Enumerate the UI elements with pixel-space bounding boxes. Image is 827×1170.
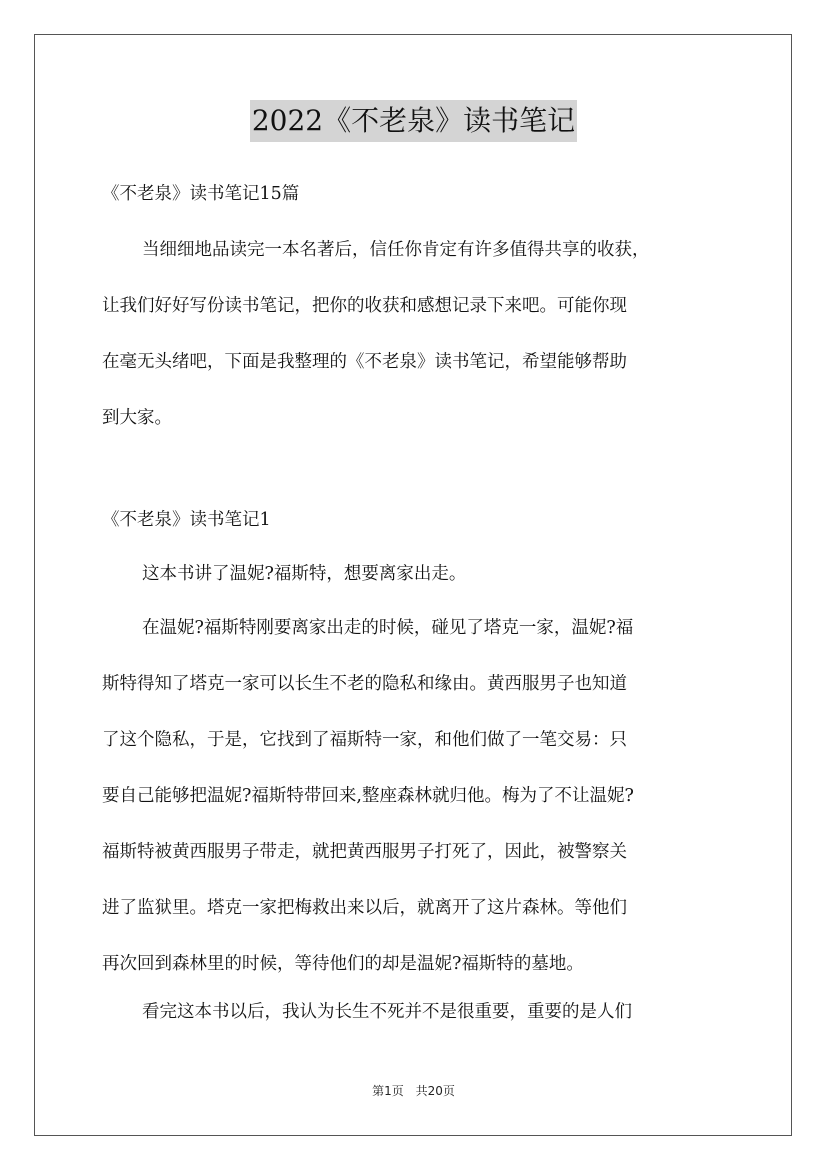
paragraph-line: 福斯特被黄西服男子带走，就把黄西服男子打死了，因此，被警察关 — [102, 842, 627, 862]
document-subtitle: 《不老泉》读书笔记15篇 — [102, 184, 300, 204]
paragraph-line: 要自己能够把温妮?福斯特带回来,整座森林就归他。梅为了不让温妮? — [102, 786, 634, 806]
intro-paragraph — [102, 222, 742, 446]
section-paragraph-1: 这本书讲了温妮?福斯特，想要离家出走。 — [142, 564, 467, 584]
document-title: 2022《不老泉》读书笔记 — [250, 100, 577, 142]
paragraph-line: 进了监狱里。塔克一家把梅救出来以后，就离开了这片森林。等他们 — [102, 898, 627, 918]
intro-line: 当细细地品读完一本名著后，信任你肯定有许多值得共享的收获， — [142, 240, 650, 260]
page-number-total: 共20页 — [415, 1084, 455, 1098]
intro-line: 在毫无头绪吧，下面是我整理的《不老泉》读书笔记，希望能够帮助 — [102, 352, 627, 372]
paragraph-line: 了这个隐私，于是，它找到了福斯特一家，和他们做了一笔交易：只 — [102, 730, 627, 750]
section-heading: 《不老泉》读书笔记1 — [102, 510, 271, 530]
page-number-current: 第1页 — [372, 1084, 404, 1098]
paragraph-line: 再次回到森林里的时候，等待他们的却是温妮?福斯特的墓地。 — [102, 954, 584, 974]
page-footer — [0, 1082, 827, 1099]
intro-line: 到大家。 — [102, 408, 172, 428]
intro-line: 让我们好好写份读书笔记，把你的收获和感想记录下来吧。可能你现 — [102, 296, 627, 316]
section-paragraph-2 — [102, 600, 742, 992]
title-container — [0, 100, 827, 142]
paragraph-line: 斯特得知了塔克一家可以长生不老的隐私和缘由。黄西服男子也知道 — [102, 674, 627, 694]
section-paragraph-3: 看完这本书以后，我认为长生不死并不是很重要，重要的是人们 — [142, 1002, 632, 1022]
paragraph-line: 在温妮?福斯特刚要离家出走的时候，碰见了塔克一家，温妮?福 — [142, 618, 634, 638]
